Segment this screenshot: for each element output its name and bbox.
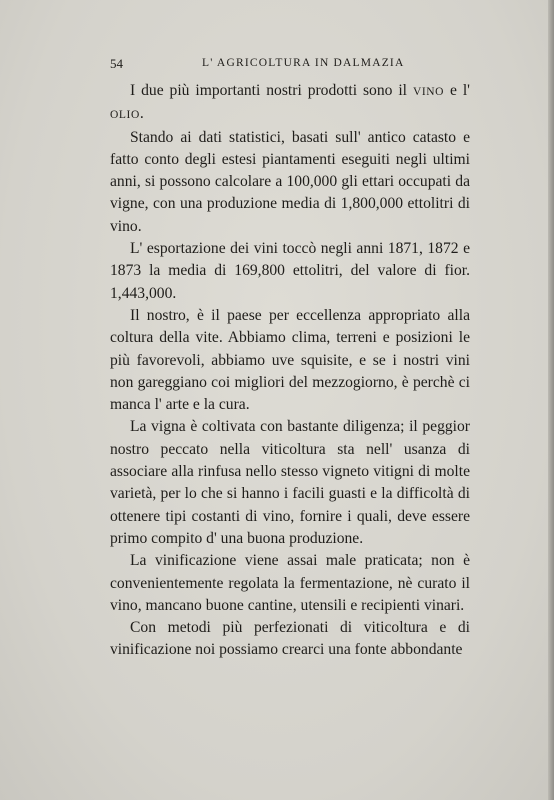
paragraph-6: La vinificazione viene assai male praticata; non è convenientemente regolata la fermentazione, nè curato il vino, mancano buone cantine, utensili e recipienti vinari.: [110, 552, 470, 614]
paragraph-2: Stando ai dati statistici, basati sull' antico catasto e fatto conto degli estesi piantamenti eseguiti negli ultimi anni, si possono calcolare a 100,000 gli ettari occupati da vigne, con una produzione media di 1,800,000 ettolitri di vino.: [110, 128, 470, 235]
term-olio: OLIO: [110, 109, 140, 122]
running-header: [110, 56, 470, 74]
paragraph-7: Con metodi più perfezionati di viticoltura e di vinificazione noi possiamo crearci una fonte abbondante: [110, 619, 470, 659]
paragraph-1-end: .: [139, 105, 144, 123]
body-text: [110, 80, 470, 662]
paragraph-1-text: I due più importanti nostri prodotti sono il: [130, 82, 413, 99]
page-number: 54: [110, 56, 123, 71]
paragraph-4: Il nostro, è il paese per eccellenza appropriato alla coltura della vite. Abbiamo clima, terreni e posizioni le più favorevoli, abbiamo uve squisite, e se i nostri vini non gareggiano coi migliori del mezzogiorno, è perchè ci manca l' arte e la cura.: [110, 306, 470, 414]
paragraph-1: [110, 80, 470, 127]
paragraph-3: L' esportazione dei vini toccò negli anni 1871, 1872 e 1873 la media di 169,800 ettolitri, del valore di fior. 1,443,000.: [110, 240, 470, 302]
paragraph-5: La vigna è coltivata con bastante diligenza; il peggior nostro peccato nella viticoltura sta nell' usanza di associare alla rinfusa nello stesso vigneto vitigni di molte varietà, per lo che si hanno i facili guasti e la difficoltà di ottenere tipi costanti di vino, fornire i quali, deve essere primo compito d' una buona produzione.: [110, 418, 470, 547]
running-title: L' AGRICOLTURA IN DALMAZIA: [202, 57, 405, 69]
paragraph-1-middle: e l': [444, 82, 470, 99]
page-edge-shadow: [548, 0, 554, 800]
term-vino: VINO: [412, 86, 445, 98]
